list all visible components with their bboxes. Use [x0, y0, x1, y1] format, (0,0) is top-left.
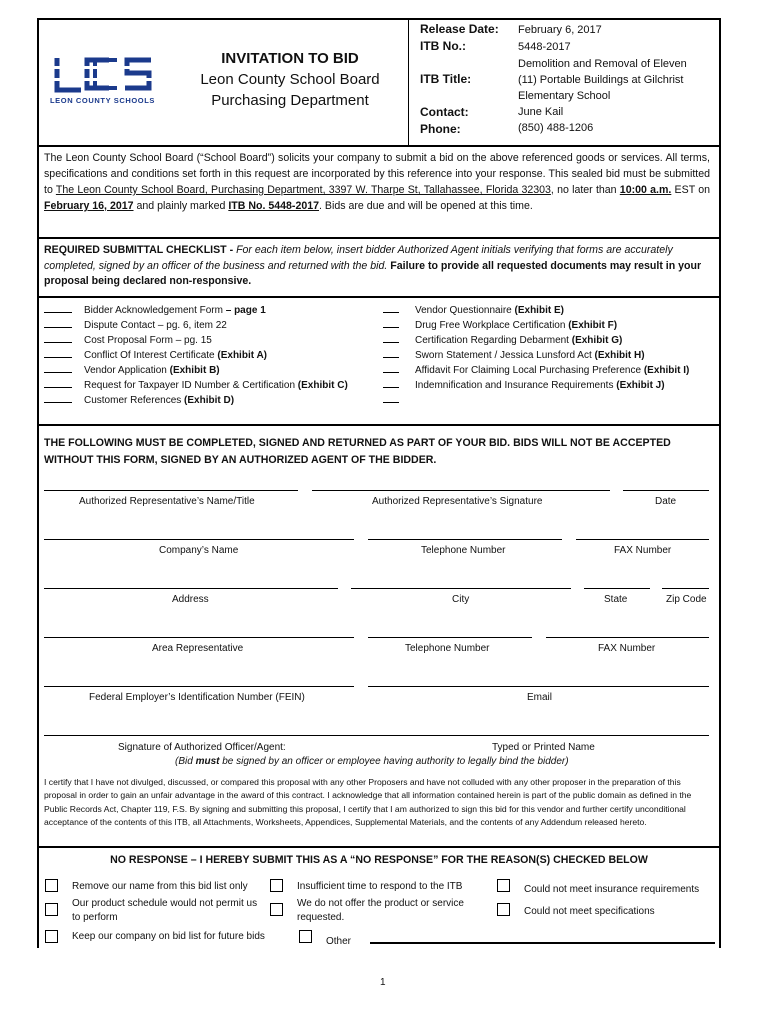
checklist-item-text: Certification Regarding Debarment: [415, 335, 572, 346]
itb-marking: ITB No. 5448-2017: [228, 200, 320, 212]
release-date-value: February 6, 2017: [518, 24, 602, 36]
no-response-heading: NO RESPONSE – I HEREBY SUBMIT THIS AS A “NO RESPONSE” FOR THE REASON(S) CHECKED BELOW: [110, 854, 648, 866]
submission-address: The Leon County School Board, Purchasing Department, 3397 W. Tharpe St, Tallahassee, Florida 32303: [55, 184, 551, 196]
initials-blank[interactable]: [383, 319, 399, 328]
checklist-item-text: Vendor Questionnaire: [415, 305, 515, 316]
initials-blank[interactable]: [383, 334, 399, 343]
header-divider: [408, 18, 409, 145]
checklist-left-item: [44, 318, 227, 333]
must-complete-heading: THE FOLLOWING MUST BE COMPLETED, SIGNED AND RETURNED AS PART OF YOUR BID. BIDS WILL NOT BE ACCEPTED WITHOUT THIS FORM, SIGNED BY AN AUTHORIZED AGENT OF THE BIDDER.: [44, 437, 671, 466]
insufficient-label: Insufficient time to respond to the ITB: [297, 881, 463, 892]
release-date-label: Release Date:: [420, 22, 499, 36]
rep-name-line[interactable]: [44, 490, 298, 491]
initials-blank[interactable]: [44, 394, 72, 403]
checklist-item-exhibit: (Exhibit E): [514, 305, 564, 316]
header-rule: [37, 145, 721, 147]
due-date: February 16, 2017: [44, 200, 134, 212]
insufficient-checkbox[interactable]: [270, 879, 283, 892]
initials-blank[interactable]: [383, 379, 399, 388]
intro-text-4: and plainly marked: [133, 200, 229, 212]
rep-name-label: Authorized Representative’s Name/Title: [79, 496, 255, 507]
other-checkbox[interactable]: [299, 930, 312, 943]
schedule-label: Our product schedule would not permit us to perform: [72, 898, 258, 923]
checklist-left-column: [44, 303, 384, 413]
initials-blank[interactable]: [44, 349, 72, 358]
city-label: City: [452, 594, 470, 605]
zip-label: Zip Code: [666, 594, 707, 605]
fax-line[interactable]: [576, 539, 709, 540]
org-line-2: Purchasing Department: [211, 92, 369, 109]
fein-label: Federal Employer’s Identification Number (FEIN): [89, 692, 305, 703]
schedule-checkbox[interactable]: [45, 903, 58, 916]
checklist-item-text: Bidder Acknowledgement Form: [84, 305, 226, 316]
other-label: Other: [326, 936, 352, 947]
insurance-label: Could not meet insurance requirements: [524, 884, 700, 895]
checklist-item-text: Request for Taxpayer ID Number & Certification: [84, 380, 298, 391]
intro-text-3: EST on: [671, 184, 710, 196]
certification-rule: [37, 846, 721, 848]
contact-value: June Kail: [518, 106, 564, 118]
company-label: Company’s Name: [159, 545, 239, 556]
specs-checkbox[interactable]: [497, 903, 510, 916]
checklist-right-column: [383, 303, 713, 413]
state-label: State: [604, 594, 628, 605]
checklist-left-item: [44, 333, 212, 348]
officer-signature-line[interactable]: [44, 735, 709, 736]
checklist-item-exhibit: (Exhibit G): [571, 335, 623, 346]
checklist-item-exhibit: (Exhibit C): [297, 380, 348, 391]
checklist-left-item: [44, 303, 266, 318]
checklist-item-text: Dispute Contact – pg. 6, item 22: [84, 320, 227, 331]
org-line-1: Leon County School Board: [200, 71, 380, 88]
telephone2-label: Telephone Number: [405, 643, 490, 654]
checklist-item-text: Customer References: [84, 395, 185, 406]
document-title-block: [190, 50, 390, 109]
checklist-right-item: [383, 393, 415, 408]
itb-no-value: 5448-2017: [518, 41, 571, 53]
checklist-item-text: Affidavit For Claiming Local Purchasing Preference: [415, 365, 644, 376]
initials-blank[interactable]: [383, 349, 399, 358]
officer-signature-label: Signature of Authorized Officer/Agent:: [118, 742, 286, 753]
itb-no-label: ITB No.:: [420, 39, 466, 53]
itb-title-value-3: Elementary School: [518, 90, 611, 102]
initials-blank[interactable]: [44, 334, 72, 343]
checklist-item-exhibit: (Exhibit I): [643, 365, 690, 376]
checklist-item-exhibit: (Exhibit H): [594, 350, 645, 361]
date-line[interactable]: [623, 490, 709, 491]
checklist-instructions: For each item below, insert bidder Authorized Agent initials verifying that forms are accurately completed, signed by an officer of the business and returned with the bid.: [44, 244, 673, 272]
checklist-left-item: [44, 378, 348, 393]
telephone-line[interactable]: [368, 539, 562, 540]
city-line[interactable]: [351, 588, 571, 589]
other-line[interactable]: [370, 942, 715, 944]
keep-checkbox[interactable]: [45, 930, 58, 943]
certification-paragraph: I certify that I have not divulged, discussed, or compared this proposal with any other Proposers and have not colluded with any other proposer in the preparation of this proposal in order to gain an unfair advantage in the award of this contract. I acknowledge that all information contained herein is part of the public domain as defined in the Public Records Act, Chapter 119, F.S. By signing and submitting this proposal, I certify that I am authorized to sign this bid for this vendor and further certify unconditional acceptance of the contents of this ITB, all Attachments, Worksheets, Appendices, Supplemental Materials, and the contents of any Addendum released hereto.: [44, 777, 692, 827]
address-label: Address: [172, 594, 209, 605]
checklist-item-exhibit: (Exhibit F): [568, 320, 618, 331]
remove-label: Remove our name from this bid list only: [72, 881, 248, 892]
initials-blank[interactable]: [44, 379, 72, 388]
initials-blank[interactable]: [44, 364, 72, 373]
telephone2-line[interactable]: [368, 637, 532, 638]
page-number: 1: [380, 977, 386, 988]
checklist-item-exhibit: – page 1: [225, 305, 266, 316]
checklist-item-text: Drug Free Workplace Certification: [415, 320, 569, 331]
initials-blank[interactable]: [383, 364, 399, 373]
itb-title-label: ITB Title:: [420, 72, 472, 86]
intro-text-2: , no later than: [550, 184, 620, 196]
checklist-rule: [37, 296, 721, 298]
checklist-title: REQUIRED SUBMITTAL CHECKLIST -: [44, 244, 237, 256]
initials-blank[interactable]: [383, 394, 399, 403]
checklist-right-item: [383, 378, 665, 393]
telephone-label: Telephone Number: [421, 545, 506, 556]
typed-name-label: Typed or Printed Name: [492, 742, 595, 753]
state-line[interactable]: [584, 588, 650, 589]
checklist-left-item: [44, 348, 267, 363]
intro-text-1: The Leon County School Board (“School Board”) solicits your company to submit a bid on the above referenced goods or services. All terms, specifications and conditions set forth in this request are incorporated by this reference into your response. This sealed bid must be submitted to: [44, 152, 710, 196]
checklist-left-item: [44, 393, 234, 408]
checklist-item-exhibit: (Exhibit D): [184, 395, 235, 406]
area-rep-line[interactable]: [44, 637, 354, 638]
checklist-right-item: [383, 303, 564, 318]
address-line[interactable]: [44, 588, 338, 589]
intro-rule: [37, 237, 721, 239]
checklist-left-item: [44, 363, 220, 378]
checklist-item-text: Sworn Statement / Jessica Lunsford Act: [415, 350, 595, 361]
keep-label: Keep our company on bid list for future bids: [72, 931, 265, 942]
signature-note-must: must: [195, 756, 220, 767]
no-offer-checkbox[interactable]: [270, 903, 283, 916]
initials-blank[interactable]: [44, 304, 72, 313]
signature-note: [175, 756, 569, 767]
checklist-right-item: [383, 318, 617, 333]
fein-line[interactable]: [44, 686, 354, 687]
zip-line[interactable]: [662, 588, 709, 589]
phone-label: Phone:: [420, 122, 461, 136]
insurance-checkbox[interactable]: [497, 879, 510, 892]
checklist-warning: Failure to provide all requested documents may result in your proposal being declared non-responsive.: [44, 259, 702, 287]
checklist-item-text: Cost Proposal Form – pg. 15: [84, 335, 212, 346]
checklist-right-item: [383, 348, 645, 363]
document-title: INVITATION TO BID: [221, 50, 359, 67]
checklist-item-exhibit: (Exhibit A): [217, 350, 268, 361]
due-time: 10:00 a.m.: [619, 184, 672, 196]
remove-checkbox[interactable]: [45, 879, 58, 892]
checklist-item-text: Vendor Application: [84, 365, 170, 376]
intro-text-5: . Bids are due and will be opened at this time.: [319, 200, 533, 212]
checklist-item-text: Conflict Of Interest Certificate: [84, 350, 218, 361]
rep-signature-label: Authorized Representative’s Signature: [372, 496, 543, 507]
phone-value: (850) 488-1206: [518, 122, 594, 134]
checklist-right-item: [383, 333, 622, 348]
intro-paragraph: [44, 150, 710, 214]
fax2-line[interactable]: [546, 637, 709, 638]
checklist-heading: [44, 243, 710, 290]
logo-text: LEON COUNTY SCHOOLS: [50, 96, 156, 105]
fax2-label: FAX Number: [598, 643, 656, 654]
company-line[interactable]: [44, 539, 354, 540]
initials-blank[interactable]: [383, 304, 399, 313]
checklist-item-exhibit: (Exhibit B): [169, 365, 220, 376]
specs-label: Could not meet specifications: [524, 906, 655, 917]
signature-note-a: (Bid: [175, 756, 196, 767]
itb-title-value-1: Demolition and Removal of Eleven: [518, 58, 687, 70]
itb-title-value-2: (11) Portable Buildings at Gilchrist: [518, 74, 684, 86]
signature-note-c: be signed by an officer or employee having authority to legally bind the bidder): [219, 756, 569, 767]
date-label: Date: [655, 496, 677, 507]
email-label: Email: [527, 692, 553, 703]
rep-signature-line[interactable]: [312, 490, 610, 491]
checklist-bottom-rule: [37, 424, 721, 426]
checklist-item-exhibit: (Exhibit J): [616, 380, 665, 391]
initials-blank[interactable]: [44, 319, 72, 328]
email-line[interactable]: [368, 686, 709, 687]
fax-label: FAX Number: [614, 545, 672, 556]
area-rep-label: Area Representative: [152, 643, 244, 654]
checklist-item-text: Indemnification and Insurance Requirements: [415, 380, 617, 391]
no-offer-label: We do not offer the product or service requested.: [297, 898, 464, 923]
checklist-right-item: [383, 363, 689, 378]
contact-label: Contact:: [420, 105, 469, 119]
